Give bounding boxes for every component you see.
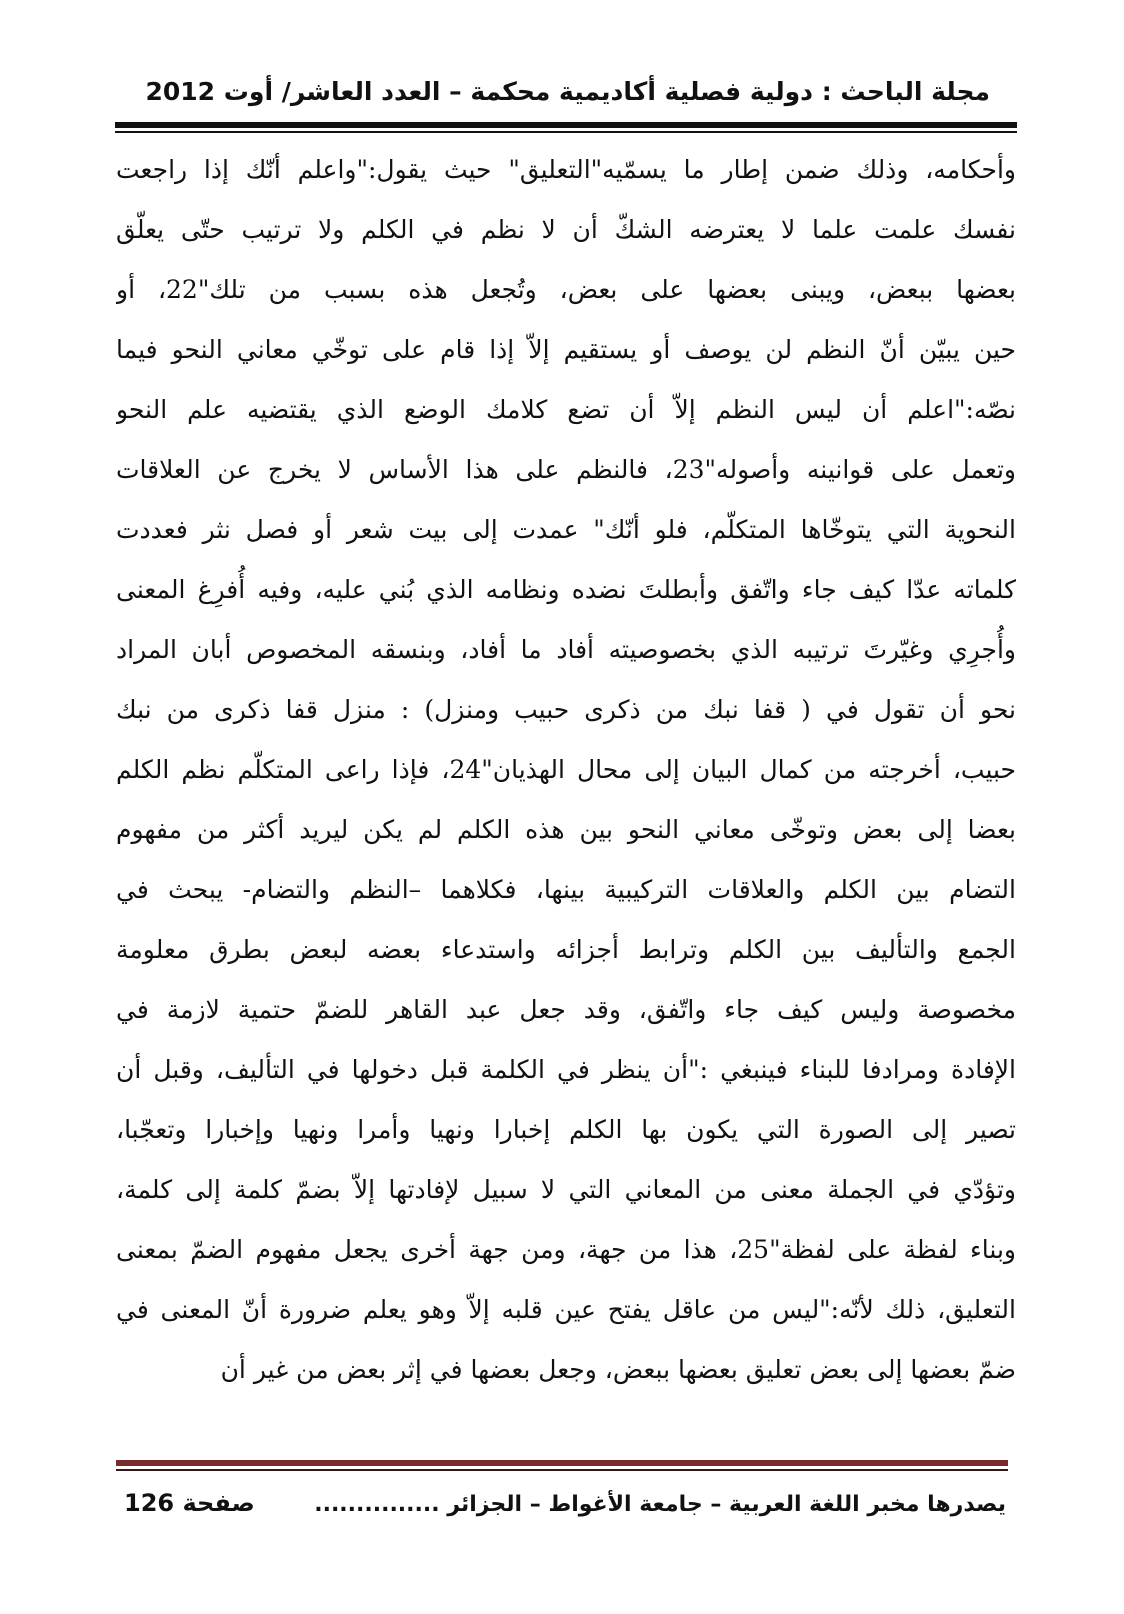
body-line-19: وبناء لفظة على لفظة"25، هذا من جهة، ومن جهة أخرى يجعل مفهوم الضمّ بمعنى (116, 1235, 1016, 1264)
body-line-5: نصّه:"اعلم أن ليس النظم إلاّ أن تضع كلامك الوضع الذي يقتضيه علم النحو (116, 395, 1016, 424)
body-line-16: الإفادة ومرادفا للبناء فينبغي :"أن ينظر في الكلمة قبل دخولها في التأليف، وقبل أن (116, 1055, 1016, 1084)
footer-rule-red (116, 1460, 1008, 1466)
body-line-8: كلماته عدّا كيف جاء واتّفق وأبطلتَ نضده ونظامه الذي بُني عليه، وفيه أُفرِغ المعنى (116, 575, 1016, 604)
body-line-2: نفسك علمت علما لا يعترضه الشكّ أن لا نظم في الكلم ولا ترتيب حتّى يعلّق (116, 215, 1016, 244)
body-line-7: النحوية التي يتوخّاها المتكلّم، فلو أنّك" عمدت إلى بيت شعر أو فصل نثر فعددت (116, 515, 1016, 544)
body-line-13: التضام بين الكلم والعلاقات التركيبية بينها، فكلاهما –النظم والتضام- يبحث في (116, 875, 1016, 904)
body-line-17: تصير إلى الصورة التي يكون بها الكلم إخبارا ونهيا وأمرا ونهيا وإخبارا وتعجّبا، (116, 1115, 1016, 1144)
body-line-9: وأُجرِي وغيّرتَ ترتيبه الذي بخصوصيته أفاد ما أفاد، وبنسقه المخصوص أبان المراد (116, 635, 1016, 664)
body-line-10: نحو أن تقول في ( قفا نبك من ذكرى حبيب ومنزل) : منزل قفا ذكرى من نبك (116, 695, 1016, 724)
body-line-14: الجمع والتأليف بين الكلم وترابط أجزائه واستدعاء بعضه لبعض بطرق معلومة (116, 935, 1016, 964)
footer-publisher: يصدرها مخبر اللغة العربية – جامعة الأغواط – الجزائر ............... (314, 1492, 1006, 1517)
footer-page-number: صفحة 126 (124, 1489, 255, 1517)
body-line-3: بعضها ببعض، ويبنى بعضها على بعض، وتُجعل هذه بسبب من تلك"22، أو (116, 275, 1016, 304)
body-line-12: بعضا إلى بعض وتوخّى معاني النحو بين هذه الكلم لم يكن ليريد أكثر من مفهوم (116, 815, 1016, 844)
body-line-11: حبيب، أخرجته من كمال البيان إلى محال الهذيان"24، فإذا راعى المتكلّم نظم الكلم (116, 755, 1016, 784)
body-line-1: وأحكامه، وذلك ضمن إطار ما يسمّيه"التعليق" حيث يقول:"واعلم أنّك إذا راجعت (116, 155, 1016, 184)
body-line-15: مخصوصة وليس كيف جاء واتّفق، وقد جعل عبد القاهر للضمّ حتمية لازمة في (116, 995, 1016, 1024)
journal-header-title: مجلة الباحث : دولية فصلية أكاديمية محكمة – العدد العاشر/ أوت 2012 (145, 77, 990, 106)
body-line-21: ضمّ بعضها إلى بعض تعليق بعضها ببعض، وجعل بعضها في إثر بعض من غير أن (220, 1355, 1016, 1384)
body-line-4: حين يبيّن أنّ النظم لن يوصف أو يستقيم إلاّ إذا قام على توخّي معاني النحو فيما (116, 335, 1016, 364)
header-rule-thick (115, 122, 1017, 128)
header-rule-thin (115, 131, 1017, 133)
body-line-6: وتعمل على قوانينه وأصوله"23، فالنظم على هذا الأساس لا يخرج عن العلاقات (116, 455, 1016, 484)
body-line-20: التعليق، ذلك لأنّه:"ليس من عاقل يفتح عين قلبه إلاّ وهو يعلم ضرورة أنّ المعنى في (116, 1295, 1016, 1324)
article-body (116, 140, 1016, 1400)
footer-rule-dark (116, 1469, 1008, 1471)
body-line-18: وتؤدّي في الجملة معنى من المعاني التي لا سبيل لإفادتها إلاّ بضمّ كلمة إلى كلمة، (116, 1175, 1016, 1204)
